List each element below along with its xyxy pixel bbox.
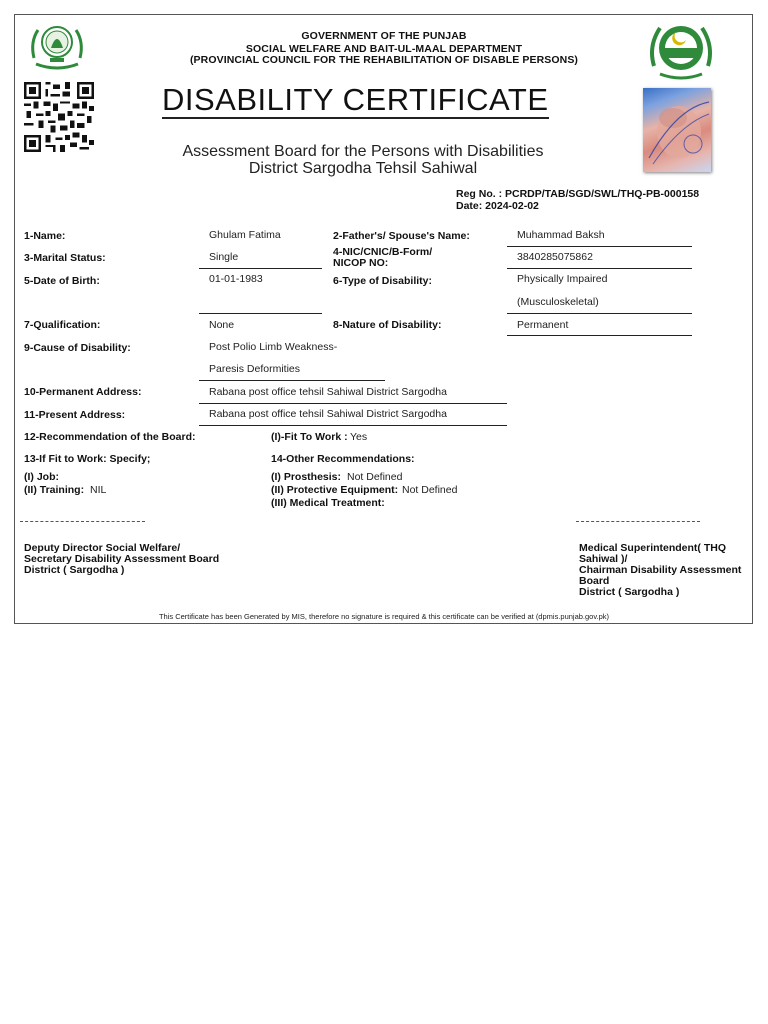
marital-status-value: Single [209,251,239,263]
divider [199,268,322,269]
nic-label-line1: 4-NIC/CNIC/B-Form/ [333,246,433,258]
right-signatory-line5: District ( Sargodha ) [579,586,680,598]
prosthesis-label: (I) Prosthesis: [271,471,342,483]
header-government: GOVERNMENT OF THE PUNJAB [301,30,467,42]
right-signatory-line4: Board [579,575,610,587]
name-value: Ghulam Fatima [209,229,281,241]
disability-type-value-line2: (Musculoskeletal) [517,296,599,308]
subtitle-board: Assessment Board for the Persons with Disabilities [182,143,544,160]
cause-label: 9-Cause of Disability: [24,342,131,354]
job-label: (I) Job: [24,471,59,483]
if-fit-label: 13-If Fit to Work: Specify; [24,453,151,465]
permanent-address-value: Rabana post office tehsil Sahiwal District Sargodha [209,386,447,398]
page-title: DISABILITY CERTIFICATE [162,82,549,117]
left-signatory-line3: District ( Sargodha ) [24,564,125,576]
qr-code-icon [24,82,94,152]
dob-value: 01-01-1983 [209,273,263,285]
disability-type-value-line1: Physically Impaired [517,273,608,285]
signature-line-left [20,521,145,522]
dob-label: 5-Date of Birth: [24,275,100,287]
signature-line-right [576,521,700,522]
training-value: NIL [90,484,107,496]
nic-value: 3840285075862 [517,251,593,263]
header-department: SOCIAL WELFARE AND BAIT-UL-MAAL DEPARTMENT [245,43,523,55]
father-name-label: 2-Father's/ Spouse's Name: [333,230,470,242]
qualification-label: 7-Qualification: [24,319,101,331]
divider [199,313,322,314]
left-signatory-line1: Deputy Director Social Welfare/ [24,542,181,554]
father-name-value: Muhammad Baksh [517,229,605,241]
cause-value-line2: Paresis Deformities [209,363,301,375]
disability-type-label: 6-Type of Disability: [333,275,432,287]
present-address-label: 11-Present Address: [24,409,126,421]
disability-nature-value: Permanent [517,319,569,331]
protective-equipment-label: (II) Protective Equipment: [271,484,399,496]
right-signatory-line2: Sahiwal )/ [579,553,628,565]
right-signatory-line1: Medical Superintendent( THQ [579,542,727,554]
divider [507,335,692,336]
medical-treatment-label: (III) Medical Treatment: [271,497,385,509]
prosthesis-value: Not Defined [347,471,403,483]
fit-to-work-value: Yes [350,431,368,443]
divider [507,246,692,247]
present-address-value: Rabana post office tehsil Sahiwal District Sargodha [209,408,447,420]
divider [507,313,692,314]
qualification-value: None [209,319,235,331]
marital-status-label: 3-Marital Status: [24,252,106,264]
fit-to-work-label: (I)-Fit To Work : [271,431,348,443]
left-signatory-line2: Secretary Disability Assessment Board [24,553,220,565]
protective-equipment-value: Not Defined [402,484,458,496]
divider [199,380,385,381]
cause-value-line1: Post Polio Limb Weakness- [209,341,338,353]
nic-label-line2: NICOP NO: [333,257,389,269]
name-label: 1-Name: [24,230,66,242]
permanent-address-label: 10-Permanent Address: [24,386,142,398]
subtitle-district: District Sargodha Tehsil Sahiwal [248,160,478,177]
footer-note: This Certificate has been Generated by MIS, therefore no signature is required & this certificate can be verified at (dpmis.punjab.gov.pk) [158,612,610,621]
certificate-date: Date: 2024-02-02 [456,200,539,212]
header-council: (PROVINCIAL COUNCIL FOR THE REHABILITATION OF DISABLE PERSONS) [189,54,579,66]
training-label: (II) Training: [24,484,85,496]
disability-nature-label: 8-Nature of Disability: [333,319,442,331]
divider [199,403,507,404]
recommendation-label: 12-Recommendation of the Board: [24,431,196,443]
other-recommendations-label: 14-Other Recommendations: [271,453,415,465]
registration-number: Reg No. : PCRDP/TAB/SGD/SWL/THQ-PB-000158 [456,188,700,200]
right-signatory-line3: Chairman Disability Assessment [579,564,742,576]
divider [507,268,692,269]
divider [199,425,507,426]
